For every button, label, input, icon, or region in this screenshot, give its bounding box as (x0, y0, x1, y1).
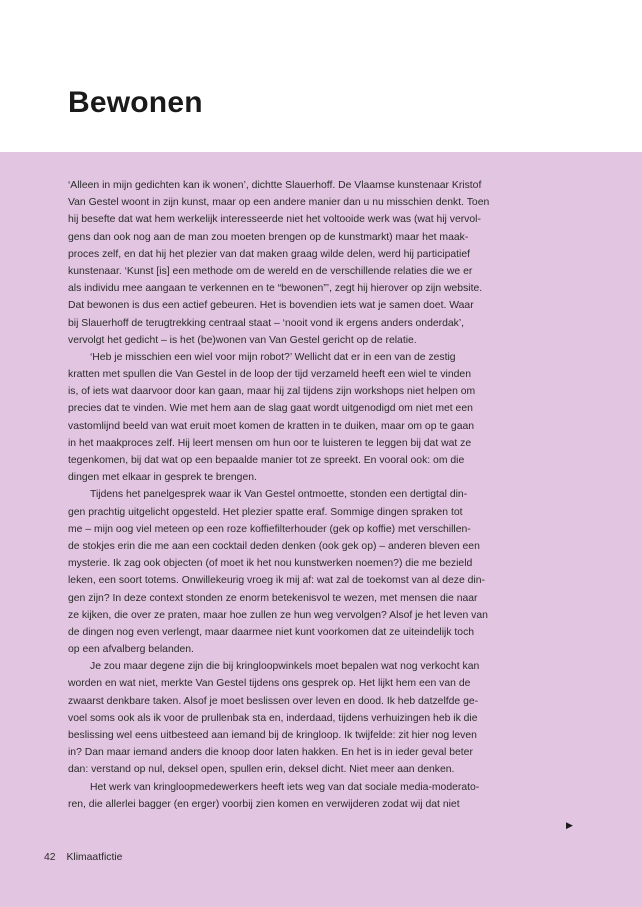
text-line: Het werk van kringloopmedewerkers heeft iets weg van dat sociale media-moderato- (90, 781, 480, 793)
text-line: ‘Heb je misschien een wiel voor mijn robot?’ Wellicht dat er in een van de zestig (90, 351, 456, 363)
page-title: Bewonen (68, 86, 203, 119)
text-line: als individu mee aangaan te verkennen en te “bewonen”’, zegt hij hierover op zijn website. (68, 283, 483, 295)
text-line: vastomlijnd beeld van wat eruit moet komen de kratten in te duiken, maar om op te gaan (68, 420, 475, 432)
text-line: gens dan ook nog aan de man zou moeten brengen op de kunstmarkt) maar het maak- (68, 231, 469, 243)
text-line: gen prachtig uitgelicht opgesteld. Het plezier spatte eraf. Sommige dingen spraken tot (68, 506, 463, 518)
page-footer (44, 852, 122, 863)
section-name: Klimaatfictie (66, 852, 123, 863)
text-line: mysterie. Ik zag ook objecten (of moet ik het nou kunstwerken noemen?) die me bezield (68, 558, 473, 570)
text-line: hij besefte dat wat hem werkelijk interesseerde niet het voltooide werk was (wat hij vervol- (68, 214, 481, 226)
text-line: in het maakproces zelf. Hij leert mensen om hun oor te luisteren te leggen bij dat wat ze (68, 437, 472, 449)
page-number: 42 (44, 852, 56, 863)
text-line: vervolgt het gedicht – is het (be)wonen van Van Gestel gericht op de relatie. (68, 334, 417, 346)
text-line: Je zou maar degene zijn die bij kringloopwinkels moet bepalen wat nog verkocht kan (90, 661, 480, 673)
text-line: bij Slauerhoff de terugtrekking centraal staat – ‘nooit vond ik ergens anders onderdak’, (68, 317, 465, 329)
text-line: gen zijn? In deze context stonden ze enorm betekenisvol te wezen, met mensen die naar (68, 592, 478, 604)
text-line: de stokjes erin die me aan een cocktail deden denken (ook gek op) – anderen bleven een (68, 540, 480, 552)
text-line: ren, die allerlei bagger (en erger) voorbij zien komen en verwijderen zodat wij dat niet (68, 798, 460, 810)
text-line: zwaarst denkbare taken. Alsof je moet beslissen over leven en dood. Ik heb datzelfde ge- (68, 695, 479, 707)
text-line: leken, een soort totems. Onwillekeurig vroeg ik mij af: wat zal de toekomst van al deze din- (68, 575, 485, 587)
text-line: beslissing wel eens uitbesteed aan iemand bij de kringloop. Ik twijfelde: zit hier nog leven (68, 730, 477, 741)
text-line: proces zelf, en dat hij het plezier van dat maken graag wilde delen, werd hij participatief (68, 248, 470, 260)
text-line: kunstenaar. ‘Kunst [is] een methode om de wereld en de verschillende relaties die we er (68, 265, 473, 277)
text-line: op een afvalberg belanden. (68, 644, 194, 656)
text-line: worden en wat niet, merkte Van Gestel tijdens ons gesprek op. Het lijkt hem een van de (68, 678, 471, 690)
page-header (0, 0, 642, 152)
text-line: kratten met spullen die Van Gestel in de loop der tijd verzameld heeft een wiel te vinden (68, 369, 471, 381)
text-line: Dat bewonen is dus een actief gebeuren. Het is bovendien iets wat je samen doet. Waar (68, 300, 474, 312)
continue-arrow-icon: ▶ (566, 820, 573, 830)
text-line: voel soms ook als ik voor de prullenbak sta en, inderdaad, tijdens verhuizingen heb ik die (68, 712, 478, 724)
text-line: in? Dan maar iemand anders die knoop door laten hakken. En het is in ieder geval beter (68, 747, 473, 759)
text-line: me – mijn oog viel meteen op een roze koffiefilterhouder (gek op koffie) met verschillen- (68, 523, 471, 535)
text-line: de dingen nog even verlengt, maar daarmee niet kunt voorkomen dat ze uiteindelijk toch (68, 626, 475, 638)
body-text (68, 177, 576, 813)
text-line: dingen met elkaar in gesprek te brengen. (68, 472, 257, 484)
text-line: ‘Alleen in mijn gedichten kan ik wonen’, dichtte Slauerhoff. De Vlaamse kunstenaar Kristof (68, 180, 482, 191)
text-line: is, of iets wat daarvoor door kan gaan, maar hij zal tijdens zijn workshops niet helpen om (68, 386, 476, 398)
text-line: Tijdens het panelgesprek waar ik Van Gestel ontmoette, stonden een dertigtal din- (90, 489, 468, 501)
text-line: dan: verstand op nul, deksel open, spullen erin, deksel dicht. Niet meer aan denken. (68, 764, 455, 776)
text-line: tegenkomen, bij dat wat op een bepaalde manier tot ze spreekt. En vooral ook: om die (68, 455, 465, 466)
text-line: ze kijken, die over ze praten, maar hoe zullen ze hun weg vervolgen? Alsof je het leven van (68, 609, 488, 621)
text-line: precies dat te vinden. Wie met hem aan de slag gaat wordt uitgenodigd om niet met een (68, 403, 473, 415)
text-line: Van Gestel woont in zijn kunst, maar op een andere manier dan u nu misschien denkt. Toen (68, 197, 490, 209)
